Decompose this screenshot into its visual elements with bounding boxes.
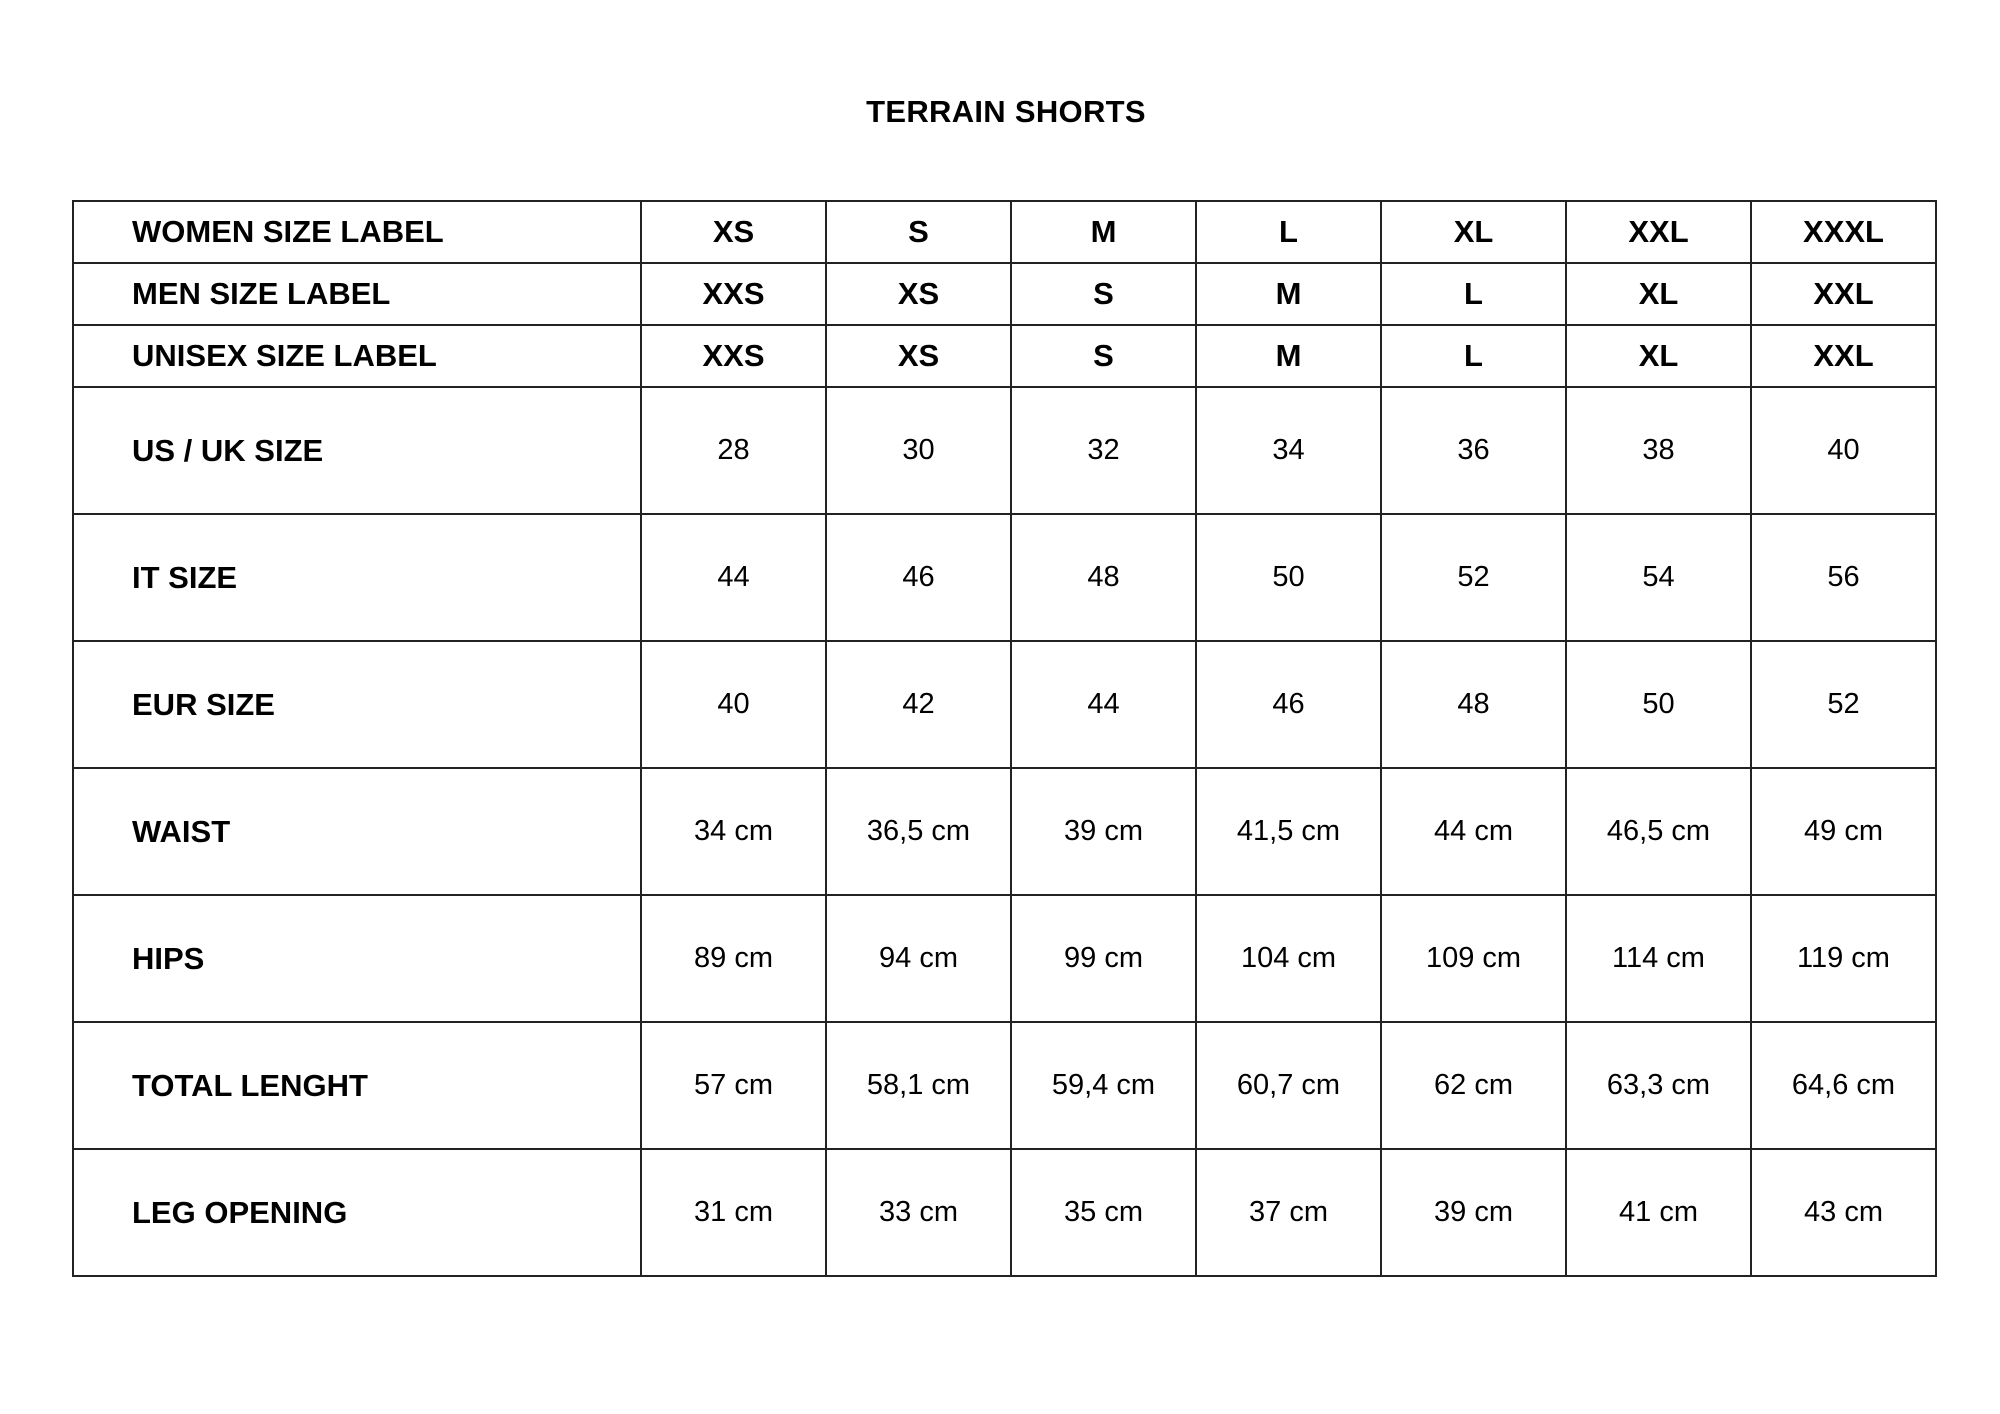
table-cell: L (1381, 325, 1566, 387)
table-cell: XS (826, 325, 1011, 387)
table-cell: 49 cm (1751, 768, 1936, 895)
row-label: EUR SIZE (73, 641, 641, 768)
table-cell: 104 cm (1196, 895, 1381, 1022)
table-cell: XL (1566, 263, 1751, 325)
table-cell: 52 (1751, 641, 1936, 768)
row-label: LEG OPENING (73, 1149, 641, 1276)
row-label: US / UK SIZE (73, 387, 641, 514)
table-cell: 57 cm (641, 1022, 826, 1149)
table-row-it-size (73, 514, 1936, 641)
table-cell: 48 (1381, 641, 1566, 768)
table-cell: 32 (1011, 387, 1196, 514)
table-cell: L (1196, 201, 1381, 263)
row-label: HIPS (73, 895, 641, 1022)
table-cell: 44 (1011, 641, 1196, 768)
table-cell: 46 (1196, 641, 1381, 768)
table-cell: M (1196, 325, 1381, 387)
table-cell: 46 (826, 514, 1011, 641)
table-cell: 39 cm (1381, 1149, 1566, 1276)
table-cell: 50 (1566, 641, 1751, 768)
table-cell: 30 (826, 387, 1011, 514)
table-cell: S (826, 201, 1011, 263)
table-row-women-size-label (73, 201, 1936, 263)
row-label: WAIST (73, 768, 641, 895)
table-cell: 62 cm (1381, 1022, 1566, 1149)
table-cell: XL (1566, 325, 1751, 387)
table-cell: 59,4 cm (1011, 1022, 1196, 1149)
table-cell: M (1011, 201, 1196, 263)
table-cell: 42 (826, 641, 1011, 768)
table-cell: 41,5 cm (1196, 768, 1381, 895)
table-cell: XXS (641, 263, 826, 325)
size-chart-table (72, 200, 1937, 1277)
table-cell: 114 cm (1566, 895, 1751, 1022)
table-row-total-length (73, 1022, 1936, 1149)
table-cell: 36,5 cm (826, 768, 1011, 895)
table-cell: 43 cm (1751, 1149, 1936, 1276)
table-cell: 58,1 cm (826, 1022, 1011, 1149)
table-cell: S (1011, 263, 1196, 325)
table-cell: 56 (1751, 514, 1936, 641)
table-cell: XS (641, 201, 826, 263)
table-row-leg-opening (73, 1149, 1936, 1276)
table-cell: 60,7 cm (1196, 1022, 1381, 1149)
table-cell: 34 cm (641, 768, 826, 895)
table-cell: 37 cm (1196, 1149, 1381, 1276)
row-label: WOMEN SIZE LABEL (73, 201, 641, 263)
table-cell: 41 cm (1566, 1149, 1751, 1276)
table-cell: 119 cm (1751, 895, 1936, 1022)
table-cell: XXL (1751, 325, 1936, 387)
table-cell: M (1196, 263, 1381, 325)
table-cell: XXXL (1751, 201, 1936, 263)
table-cell: 35 cm (1011, 1149, 1196, 1276)
row-label: IT SIZE (73, 514, 641, 641)
table-cell: 40 (641, 641, 826, 768)
table-cell: 109 cm (1381, 895, 1566, 1022)
table-cell: 94 cm (826, 895, 1011, 1022)
table-cell: 99 cm (1011, 895, 1196, 1022)
table-cell: 28 (641, 387, 826, 514)
table-cell: 54 (1566, 514, 1751, 641)
table-cell: 44 cm (1381, 768, 1566, 895)
table-cell: 38 (1566, 387, 1751, 514)
table-row-us-uk-size (73, 387, 1936, 514)
table-cell: 39 cm (1011, 768, 1196, 895)
table-cell: 46,5 cm (1566, 768, 1751, 895)
table-cell: L (1381, 263, 1566, 325)
table-cell: 50 (1196, 514, 1381, 641)
page-title: TERRAIN SHORTS (866, 94, 1146, 129)
table-cell: 34 (1196, 387, 1381, 514)
table-row-unisex-size-label (73, 325, 1936, 387)
table-cell: 36 (1381, 387, 1566, 514)
table-cell: 40 (1751, 387, 1936, 514)
table-cell: 33 cm (826, 1149, 1011, 1276)
table-cell: 52 (1381, 514, 1566, 641)
table-row-men-size-label (73, 263, 1936, 325)
table-cell: 31 cm (641, 1149, 826, 1276)
row-label: MEN SIZE LABEL (73, 263, 641, 325)
table-cell: 63,3 cm (1566, 1022, 1751, 1149)
table-row-eur-size (73, 641, 1936, 768)
table-row-hips (73, 895, 1936, 1022)
table-cell: S (1011, 325, 1196, 387)
table-cell: XXS (641, 325, 826, 387)
table-cell: XXL (1751, 263, 1936, 325)
table-cell: 44 (641, 514, 826, 641)
row-label: UNISEX SIZE LABEL (73, 325, 641, 387)
table-cell: XXL (1566, 201, 1751, 263)
table-cell: 89 cm (641, 895, 826, 1022)
row-label: TOTAL LENGHT (73, 1022, 641, 1149)
table-cell: XL (1381, 201, 1566, 263)
table-cell: 64,6 cm (1751, 1022, 1936, 1149)
table-cell: XS (826, 263, 1011, 325)
table-row-waist (73, 768, 1936, 895)
table-cell: 48 (1011, 514, 1196, 641)
